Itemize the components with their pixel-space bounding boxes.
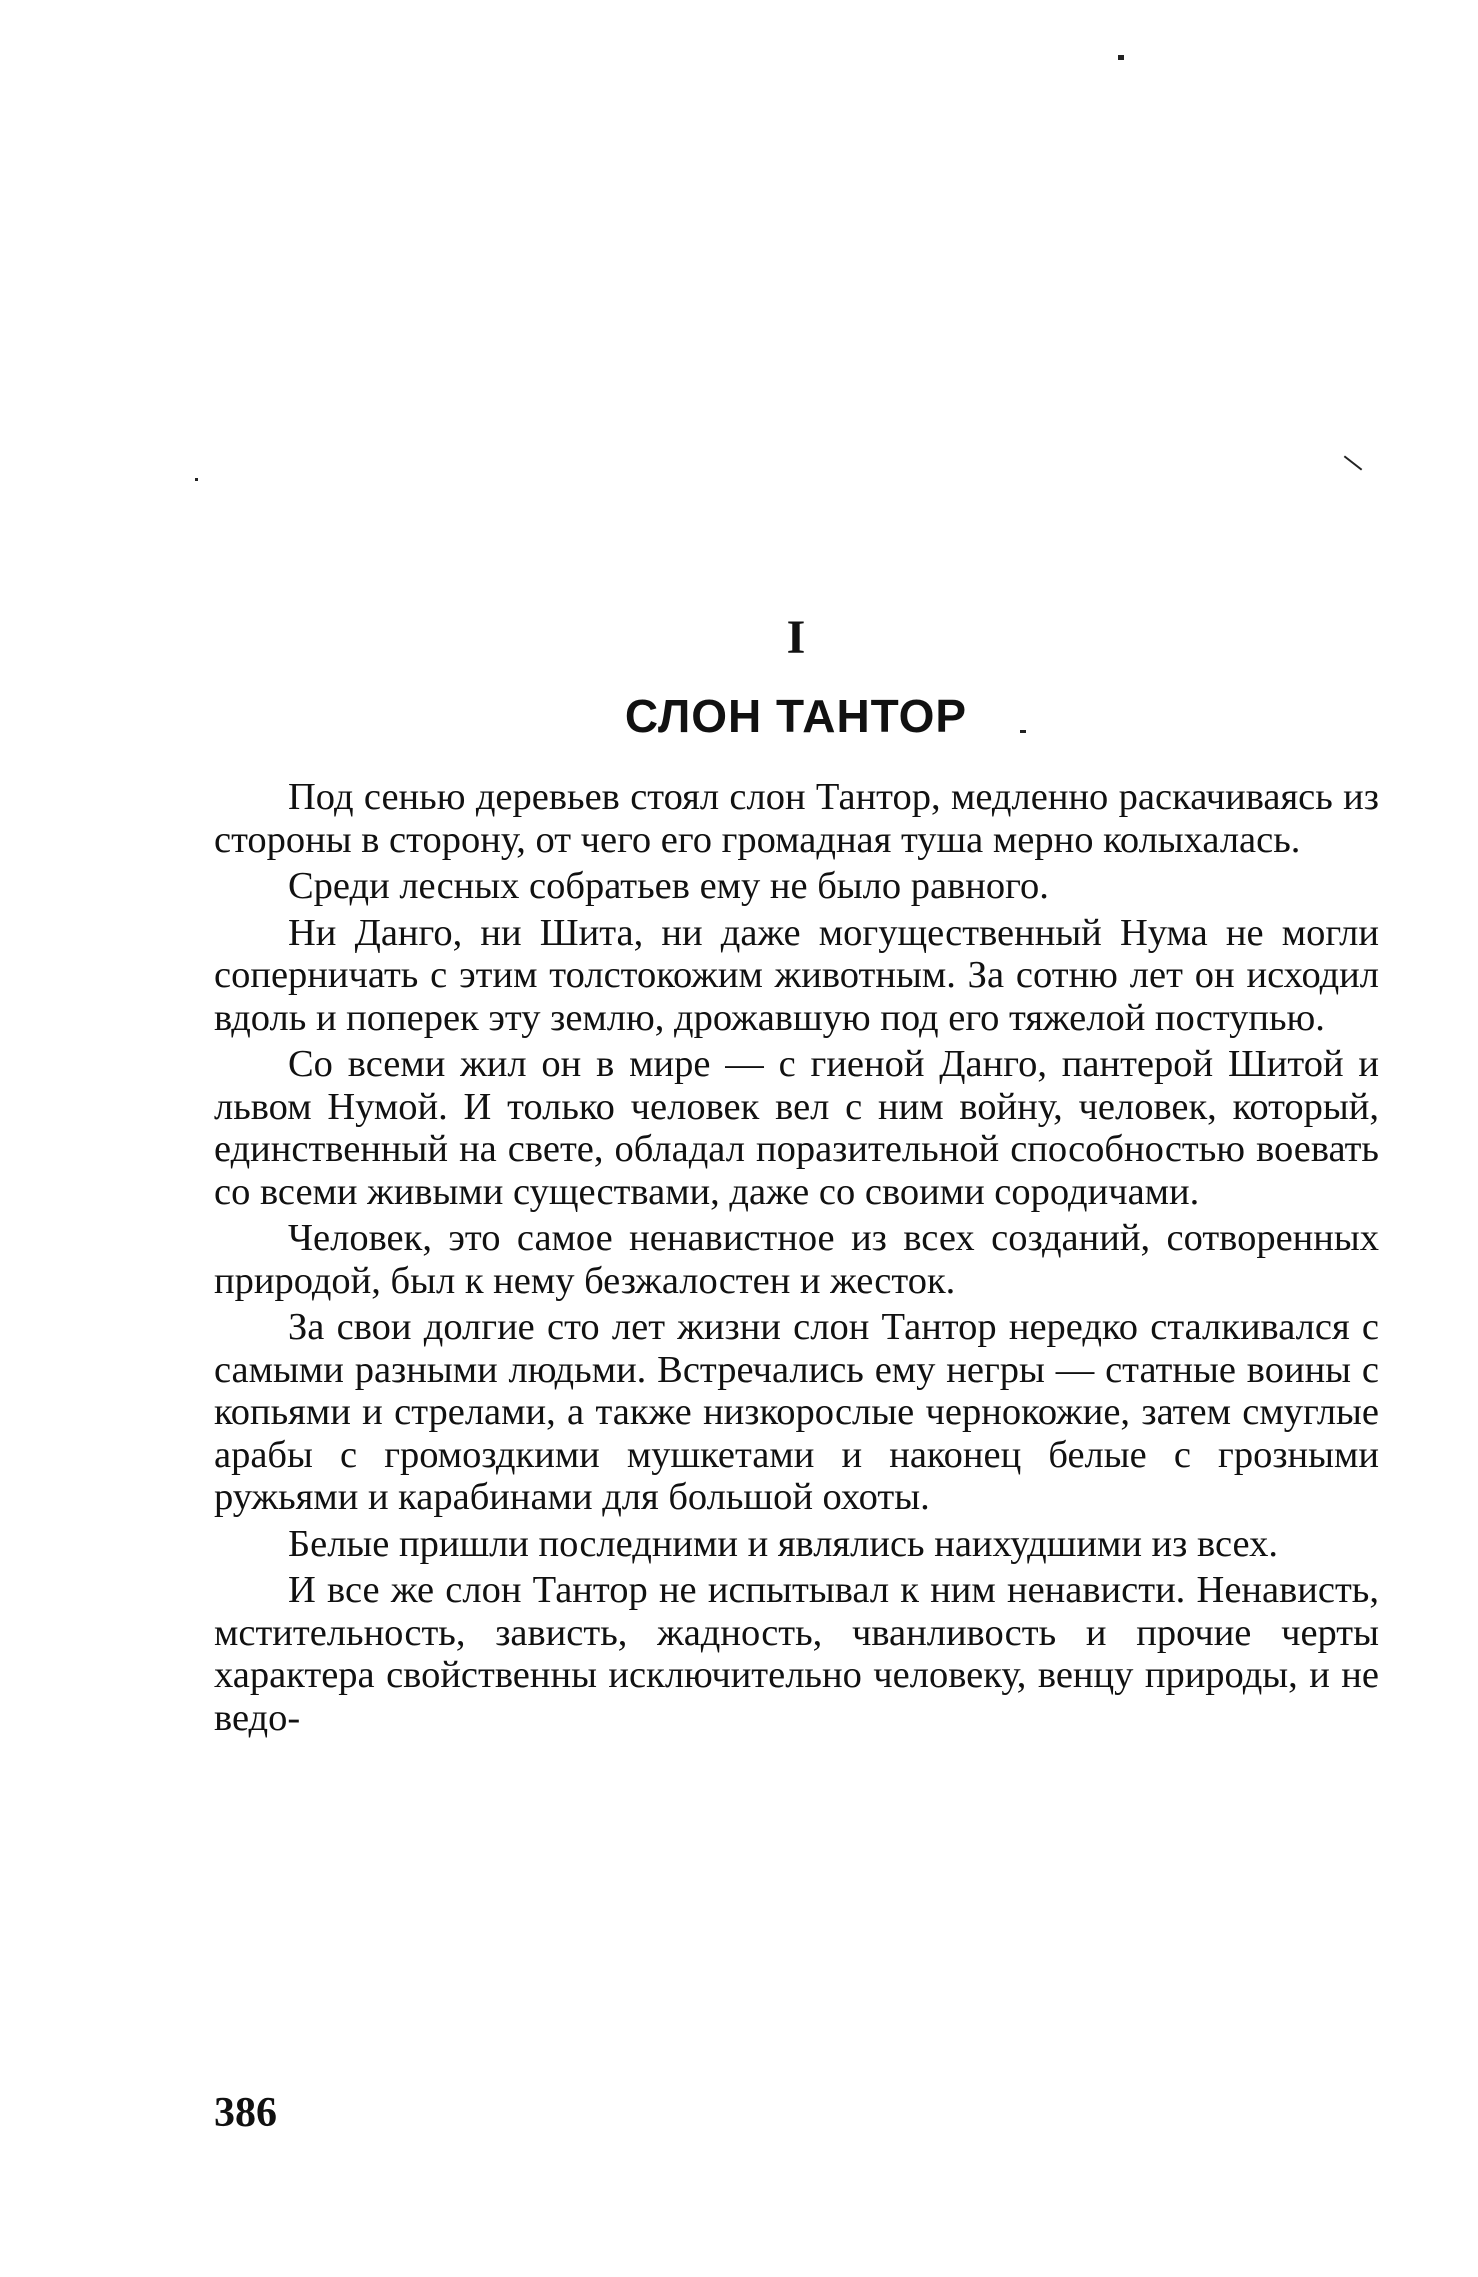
scan-speck xyxy=(1344,455,1363,470)
scan-speck xyxy=(1118,55,1124,60)
chapter-number: I xyxy=(786,611,806,664)
scan-speck xyxy=(195,478,198,481)
paragraph: Среди лесных собратьев ему не было равного. xyxy=(288,865,1049,907)
page-number: 386 xyxy=(214,2090,277,2136)
paragraph: Человек, это самое ненавистное из всех созданий, сотворенных природой, был к нему безжалостен и жесток. xyxy=(214,1217,1379,1302)
paragraph: Под сенью деревьев стоял слон Тантор, медленно раскачиваясь из стороны в сторону, от чего его громадная туша мерно колыхалась. xyxy=(214,776,1379,861)
chapter-title: СЛОН ТАНТОР xyxy=(624,690,968,742)
scan-speck xyxy=(1020,730,1026,733)
paragraph: Со всеми жил он в мире — с гиеной Данго, пантерой Шитой и львом Нумой. И только человек вел с ним войну, человек, который, единственный на свете, обладал поразительной способностью воевать со всеми живыми существами, даже со своими сородичами. xyxy=(214,1043,1379,1213)
paragraph: Белые пришли последними и являлись наихудшими из всех. xyxy=(288,1522,1278,1565)
paragraph: И все же слон Тантор не испытывал к ним ненависти. Ненависть, мстительность, зависть, жадность, чванливость и прочие черты характера свойственны исключительно человеку, венцу природы, и не ведо- xyxy=(214,1569,1379,1739)
chapter-text xyxy=(214,776,1379,1743)
paragraph: За свои долгие сто лет жизни слон Тантор нередко сталкивался с самыми разными людьми. Встречались ему негры — статные воины с копьями и стрелами, а также низкорослые чернокожие, затем смуглые арабы с громоздкими мушкетами и наконец белые с грозными ружьями и карабинами для большой охоты. xyxy=(214,1306,1379,1518)
paragraph: Ни Данго, ни Шита, ни даже могущественный Нума не могли соперничать с этим толстокожим животным. За сотню лет он исходил вдоль и поперек эту землю, дрожавшую под его тяжелой поступью. xyxy=(214,911,1379,1039)
